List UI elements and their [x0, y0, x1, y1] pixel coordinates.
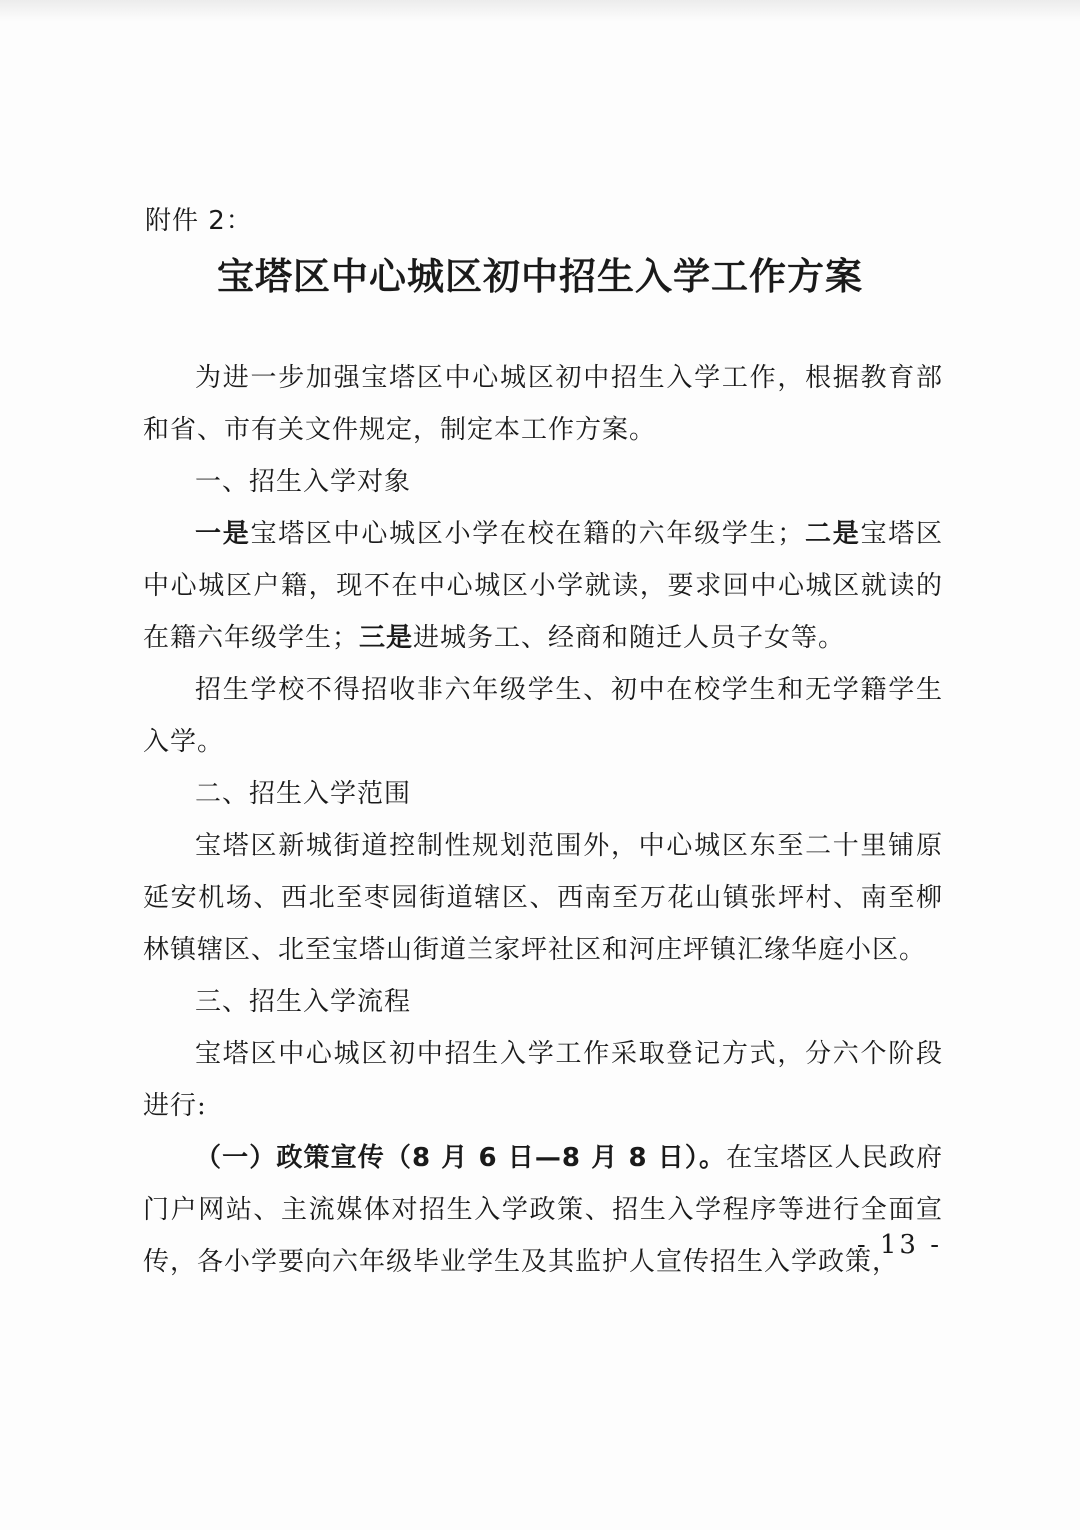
section-heading-recruitment-scope: 二、招生入学范围: [195, 779, 412, 809]
attachment-label: 附件 2：: [145, 206, 253, 236]
target-2-label: 二是: [804, 519, 861, 549]
stage-1-label: （一）政策宣传（8 月 6 日—8 月 8 日）。: [195, 1143, 727, 1173]
restriction-paragraph: 招生学校不得招收非六年级学生、初中在校学生和无学籍学生入学。: [143, 675, 943, 757]
targets-paragraph: [143, 508, 943, 664]
intro-paragraph: 为进一步加强宝塔区中心城区初中招生入学工作，根据教育部和省、市有关文件规定，制定本工作方案。: [143, 363, 943, 445]
target-3-text: 进城务工、经商和随迁人员子女等。: [413, 623, 846, 653]
stage-1-text: 在宝塔区人民政府门户网站、主流媒体对招生入学政策、招生入学程序等进行全面宣传，各小学要向六年级毕业学生及其监护人宣传招生入学政策，: [143, 1143, 943, 1277]
scan-edge-shadow: [0, 0, 1080, 22]
section-heading-recruitment-targets: 一、招生入学对象: [195, 467, 412, 497]
target-3-label: 三是: [359, 623, 414, 653]
target-1-text: 宝塔区中心城区小学在校在籍的六年级学生；: [250, 519, 805, 549]
page-number: - 13 -: [856, 1230, 942, 1260]
target-1-label: 一是: [195, 519, 251, 549]
process-paragraph: 宝塔区中心城区初中招生入学工作采取登记方式，分六个阶段进行:: [143, 1039, 943, 1121]
stage-1-paragraph: [143, 1132, 943, 1288]
document-title: 宝塔区中心城区初中招生入学工作方案: [217, 255, 863, 298]
target-2-text: 宝塔区中心城区户籍，现不在中心城区小学就读，要求回中心城区就读的在籍六年级学生；: [143, 519, 943, 653]
document-body: [143, 352, 943, 1288]
section-heading-recruitment-process: 三、招生入学流程: [195, 987, 412, 1017]
scope-paragraph: 宝塔区新城街道控制性规划范围外，中心城区东至二十里铺原延安机场、西北至枣园街道辖区、西南至万花山镇张坪村、南至柳林镇辖区、北至宝塔山街道兰家坪社区和河庄坪镇汇缘华庭小区。: [143, 831, 943, 965]
